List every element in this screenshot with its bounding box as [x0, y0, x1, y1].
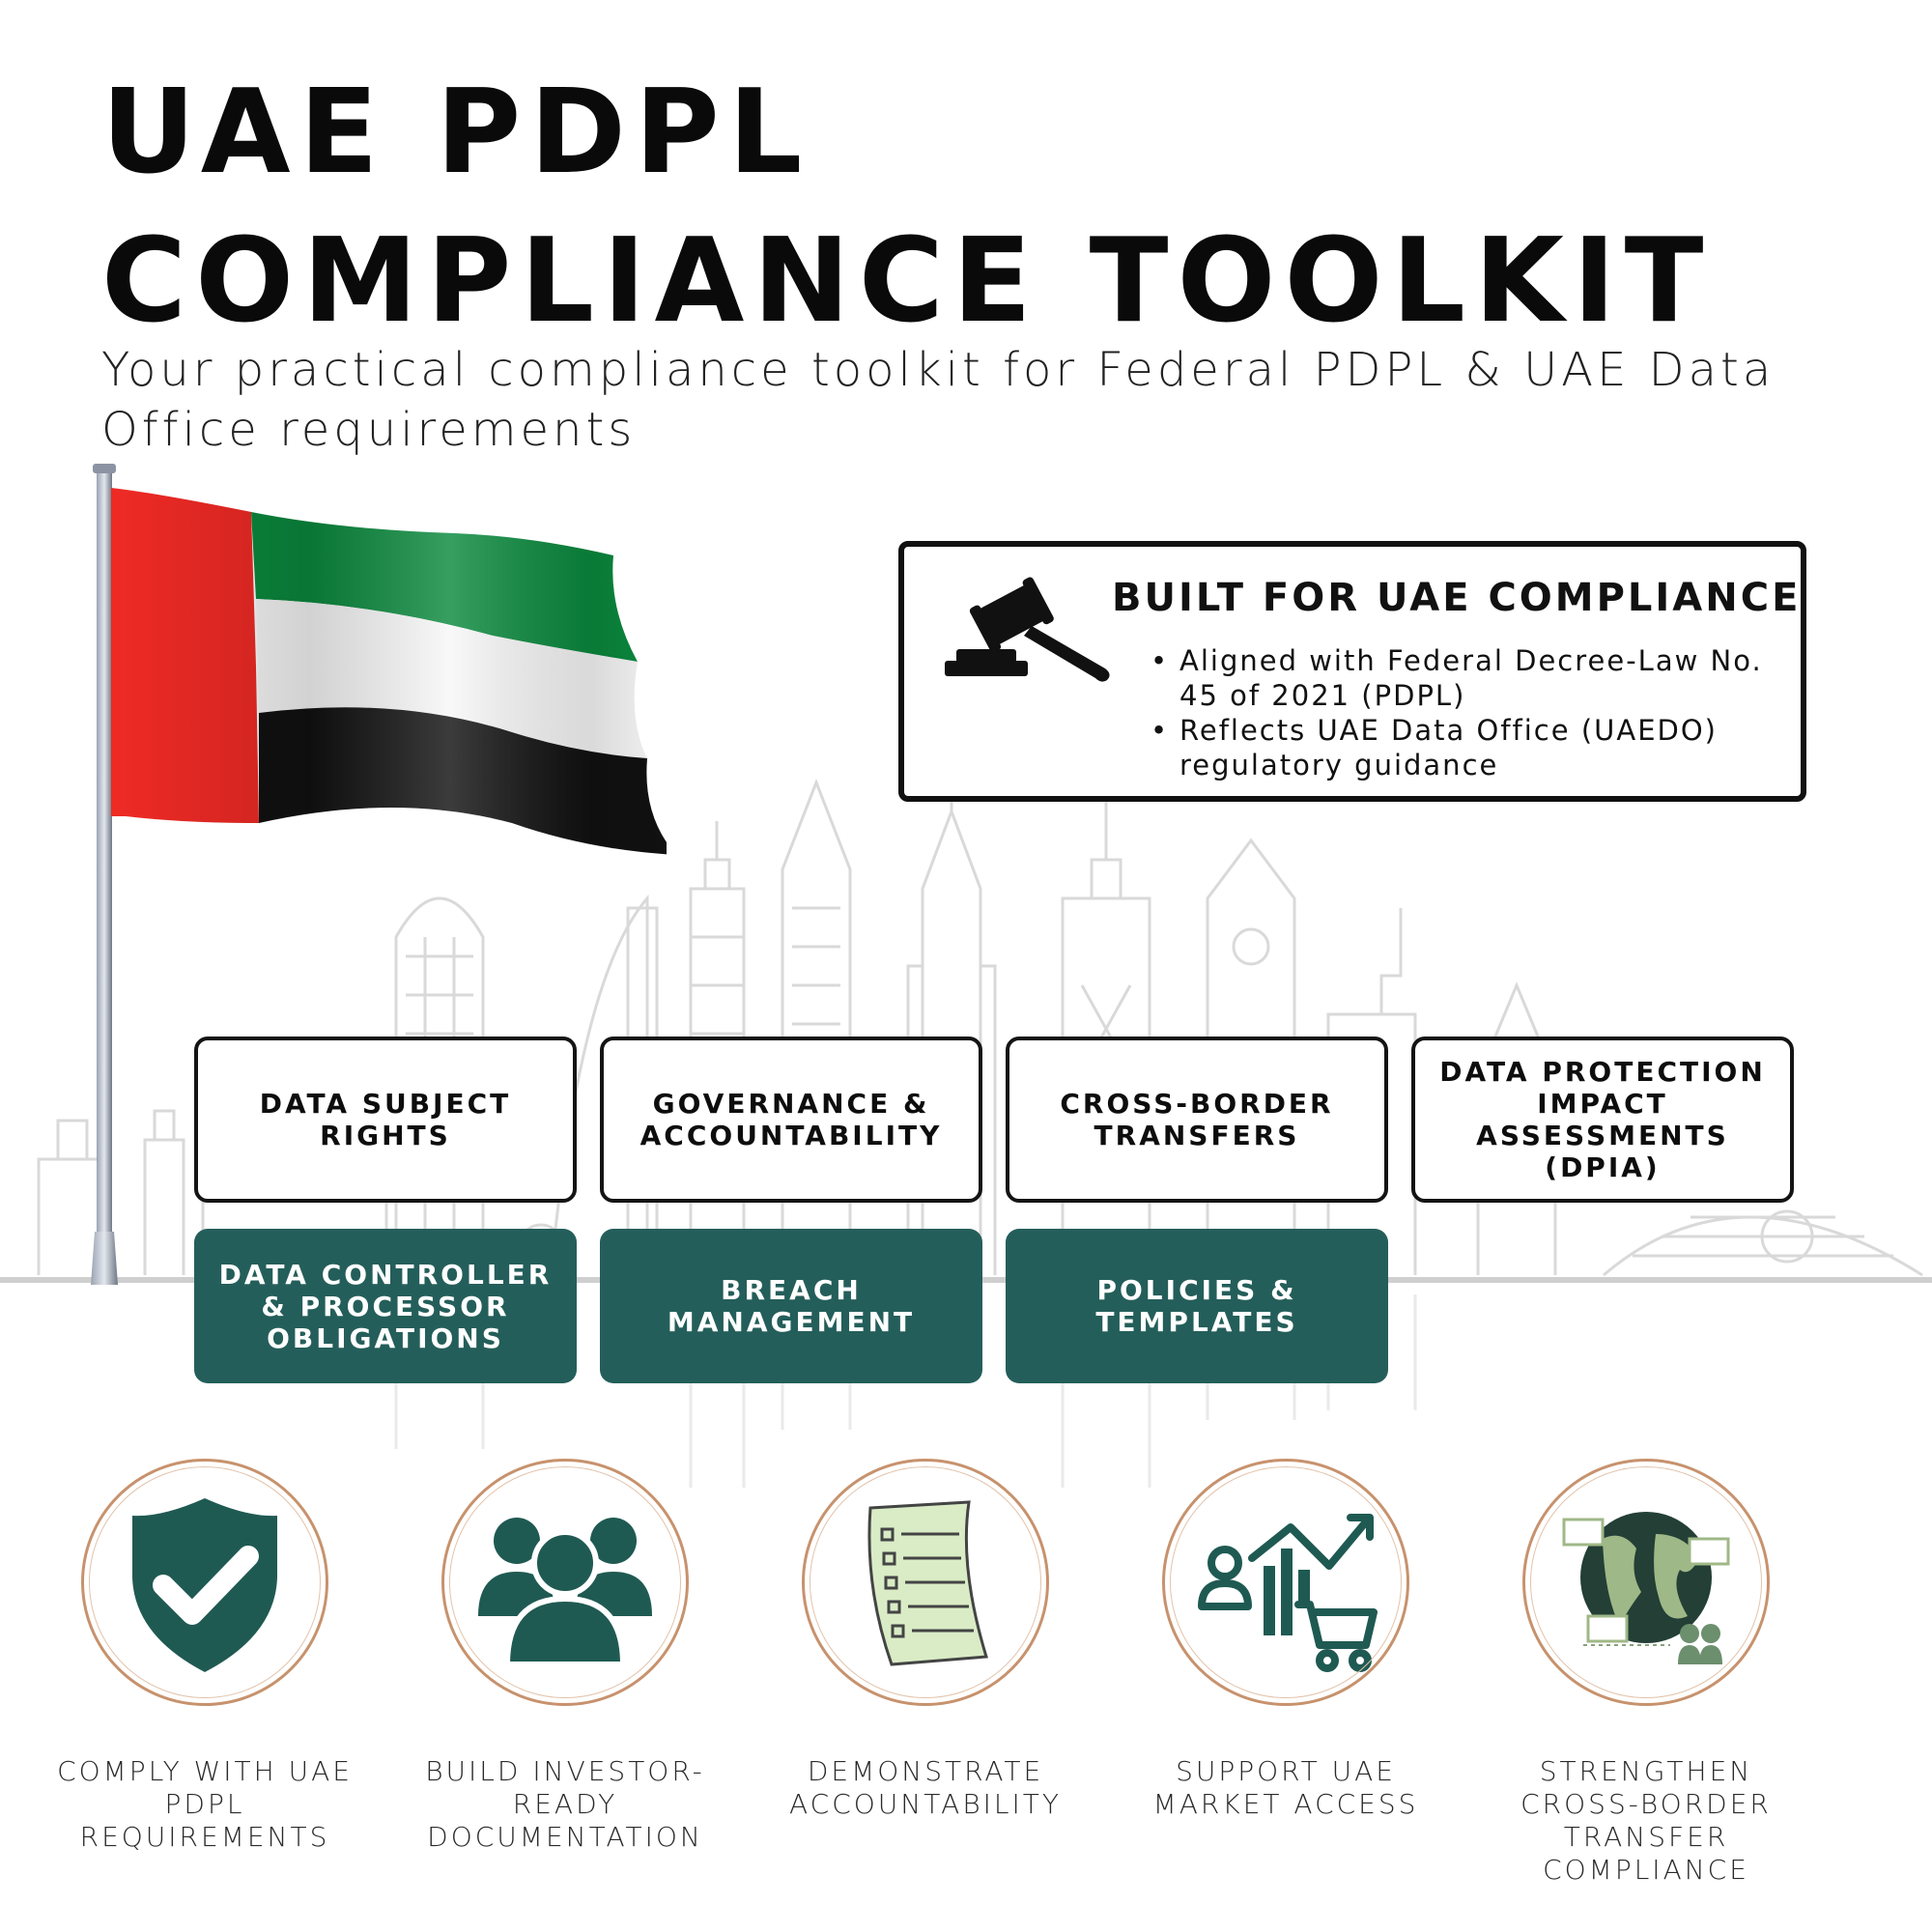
gavel-icon — [943, 576, 1117, 682]
page-title-line-1: UAE PDPL — [101, 66, 811, 200]
shield-check-icon — [103, 1481, 306, 1684]
flag-cloth — [111, 488, 667, 855]
group-people-icon — [464, 1481, 667, 1684]
topic-card-cross-border: CROSS-BORDER TRANSFERS — [1006, 1037, 1388, 1203]
checklist-document-icon — [824, 1481, 1027, 1684]
benefit-label-investor: BUILD INVESTOR-READY DOCUMENTATION — [425, 1755, 705, 1853]
benefit-label-market: SUPPORT UAE MARKET ACCESS — [1152, 1755, 1419, 1820]
benefit-label-accountability: DEMONSTRATE ACCOUNTABILITY — [789, 1755, 1062, 1820]
benefit-circle-comply — [81, 1459, 328, 1706]
page-title-line-2: COMPLIANCE TOOLKIT — [101, 214, 1713, 349]
market-growth-cart-icon — [1184, 1481, 1387, 1684]
topic-card-controller-processor: DATA CONTROLLER & PROCESSOR OBLIGATIONS — [194, 1229, 577, 1383]
benefit-circle-investor — [441, 1459, 689, 1706]
topic-card-governance: GOVERNANCE & ACCOUNTABILITY — [600, 1037, 982, 1203]
topic-card-dpia: DATA PROTECTION IMPACT ASSESSMENTS (DPIA) — [1411, 1037, 1794, 1203]
benefit-label-cross-border: STRENGTHEN CROSS-BORDER TRANSFER COMPLIANCE — [1520, 1755, 1772, 1886]
topic-card-data-subject-rights: DATA SUBJECT RIGHTS — [194, 1037, 577, 1203]
page-subtitle: Your practical compliance toolkit for Federal PDPL & UAE Data Office requirements — [101, 343, 1776, 457]
compliance-info-box — [898, 541, 1806, 802]
compliance-bullet: • Reflects UAE Data Office (UAEDO) regulatory guidance — [1151, 713, 1788, 782]
compliance-bullet-list — [1151, 643, 1788, 782]
benefit-circle-accountability — [802, 1459, 1049, 1706]
topic-card-policies-templates: POLICIES & TEMPLATES — [1006, 1229, 1388, 1383]
benefit-label-comply: COMPLY WITH UAE PDPL REQUIREMENTS — [57, 1755, 353, 1853]
globe-network-icon — [1545, 1481, 1747, 1684]
topic-card-breach-management: BREACH MANAGEMENT — [600, 1229, 982, 1383]
compliance-bullet: • Aligned with Federal Decree-Law No. 45 of 2021 (PDPL) — [1151, 643, 1788, 713]
benefit-circle-market — [1162, 1459, 1409, 1706]
compliance-box-heading: BUILT FOR UAE COMPLIANCE — [1112, 576, 1802, 620]
benefit-circle-cross-border — [1522, 1459, 1770, 1706]
